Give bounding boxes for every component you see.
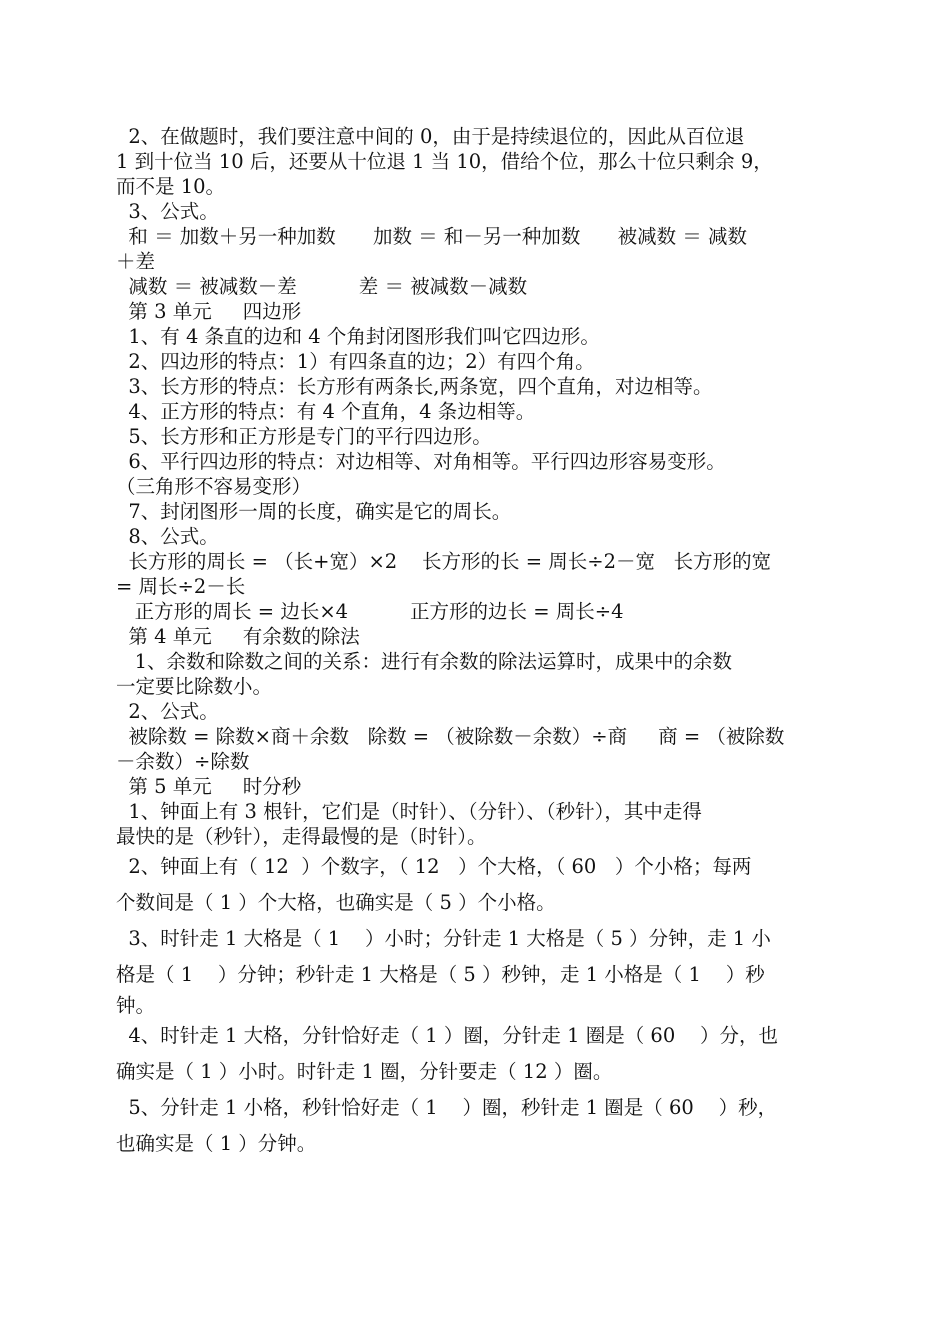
text-line: 1 到十位当 10 后，还要从十位退 1 当 10，借给个位，那么十位只剩余 9， — [116, 150, 773, 173]
text-line: 3、时针走 1 大格是（ 1 ）小时；分针走 1 大格是（ 5 ）分钟，走 1 小 — [116, 927, 771, 950]
text-line: 一定要比除数小。 — [116, 675, 273, 698]
text-line: 个数间是（ 1 ）个大格，也确实是（ 5 ）个小格。 — [116, 891, 556, 914]
text-line: 正方形的周长 = 边长×4 正方形的边长 = 周长÷4 — [116, 600, 624, 623]
text-line: 6、平行四边形的特点：对边相等、对角相等。平行四边形容易变形。 — [116, 450, 726, 473]
text-line: 5、分针走 1 小格，秒针恰好走（ 1 ）圈，秒针走 1 圈是（ 60 ）秒， — [116, 1096, 778, 1119]
section-heading: 第 4 单元 有余数的除法 — [116, 625, 360, 648]
text-line: = 周长÷2－长 — [116, 575, 246, 598]
text-line: 长方形的周长 = （长+宽）×2 长方形的长 = 周长÷2－宽 长方形的宽 — [116, 550, 772, 573]
text-line: 4、时针走 1 大格，分针恰好走（ 1 ）圈，分针走 1 圈是（ 60 ）分，也 — [116, 1024, 779, 1047]
text-line: 5、长方形和正方形是专门的平行四边形。 — [116, 425, 492, 448]
text-line: 7、封闭图形一周的长度，确实是它的周长。 — [116, 500, 512, 523]
text-line: 4、正方形的特点：有 4 个直角，4 条边相等。 — [116, 400, 536, 423]
text-line: （三角形不容易变形） — [116, 475, 312, 498]
text-line: 2、四边形的特点：1）有四条直的边；2）有四个角。 — [116, 350, 595, 373]
text-line: 确实是（ 1 ）小时。时针走 1 圈，分针要走（ 12 ）圈。 — [116, 1060, 613, 1083]
section-heading: 第 5 单元 时分秒 — [116, 775, 302, 798]
text-line: ＋差 — [116, 250, 156, 273]
text-line: 钟。 — [116, 994, 156, 1017]
text-line: 最快的是（秒针），走得最慢的是（时针）。 — [116, 825, 487, 848]
text-line: －余数）÷除数 — [116, 750, 250, 773]
text-line: 3、长方形的特点：长方形有两条长,两条宽，四个直角，对边相等。 — [116, 375, 713, 398]
text-line: 2、公式。 — [116, 700, 219, 723]
text-line: 2、在做题时，我们要注意中间的 0，由于是持续退位的，因此从百位退 — [116, 125, 745, 148]
text-line: 格是（ 1 ）分钟；秒针走 1 大格是（ 5 ）秒钟，走 1 小格是（ 1 ）秒 — [116, 963, 765, 986]
text-line: 也确实是（ 1 ）分钟。 — [116, 1132, 317, 1155]
text-line: 2、钟面上有（ 12 ）个数字，（ 12 ）个大格，（ 60 ）个小格；每两 — [116, 855, 752, 878]
text-line: 减数 ＝ 被减数－差 差 ＝ 被减数－减数 — [116, 275, 528, 298]
text-line: 而不是 10。 — [116, 175, 226, 198]
text-line: 1、余数和除数之间的关系：进行有余数的除法运算时，成果中的余数 — [116, 650, 733, 673]
text-line: 1、有 4 条直的边和 4 个角封闭图形我们叫它四边形。 — [116, 325, 600, 348]
text-line: 8、公式。 — [116, 525, 219, 548]
text-line: 被除数 = 除数×商＋余数 除数 = （被除数－余数）÷商 商 = （被除数 — [116, 725, 785, 748]
text-line: 3、公式。 — [116, 200, 219, 223]
text-line: 1、钟面上有 3 根针，它们是（时针）、（分针）、（秒针），其中走得 — [116, 800, 702, 823]
document-body — [116, 124, 838, 1161]
text-line: 和 ＝ 加数＋另一种加数 加数 ＝ 和－另一种加数 被减数 ＝ 减数 — [116, 225, 747, 248]
section-heading: 第 3 单元 四边形 — [116, 300, 302, 323]
